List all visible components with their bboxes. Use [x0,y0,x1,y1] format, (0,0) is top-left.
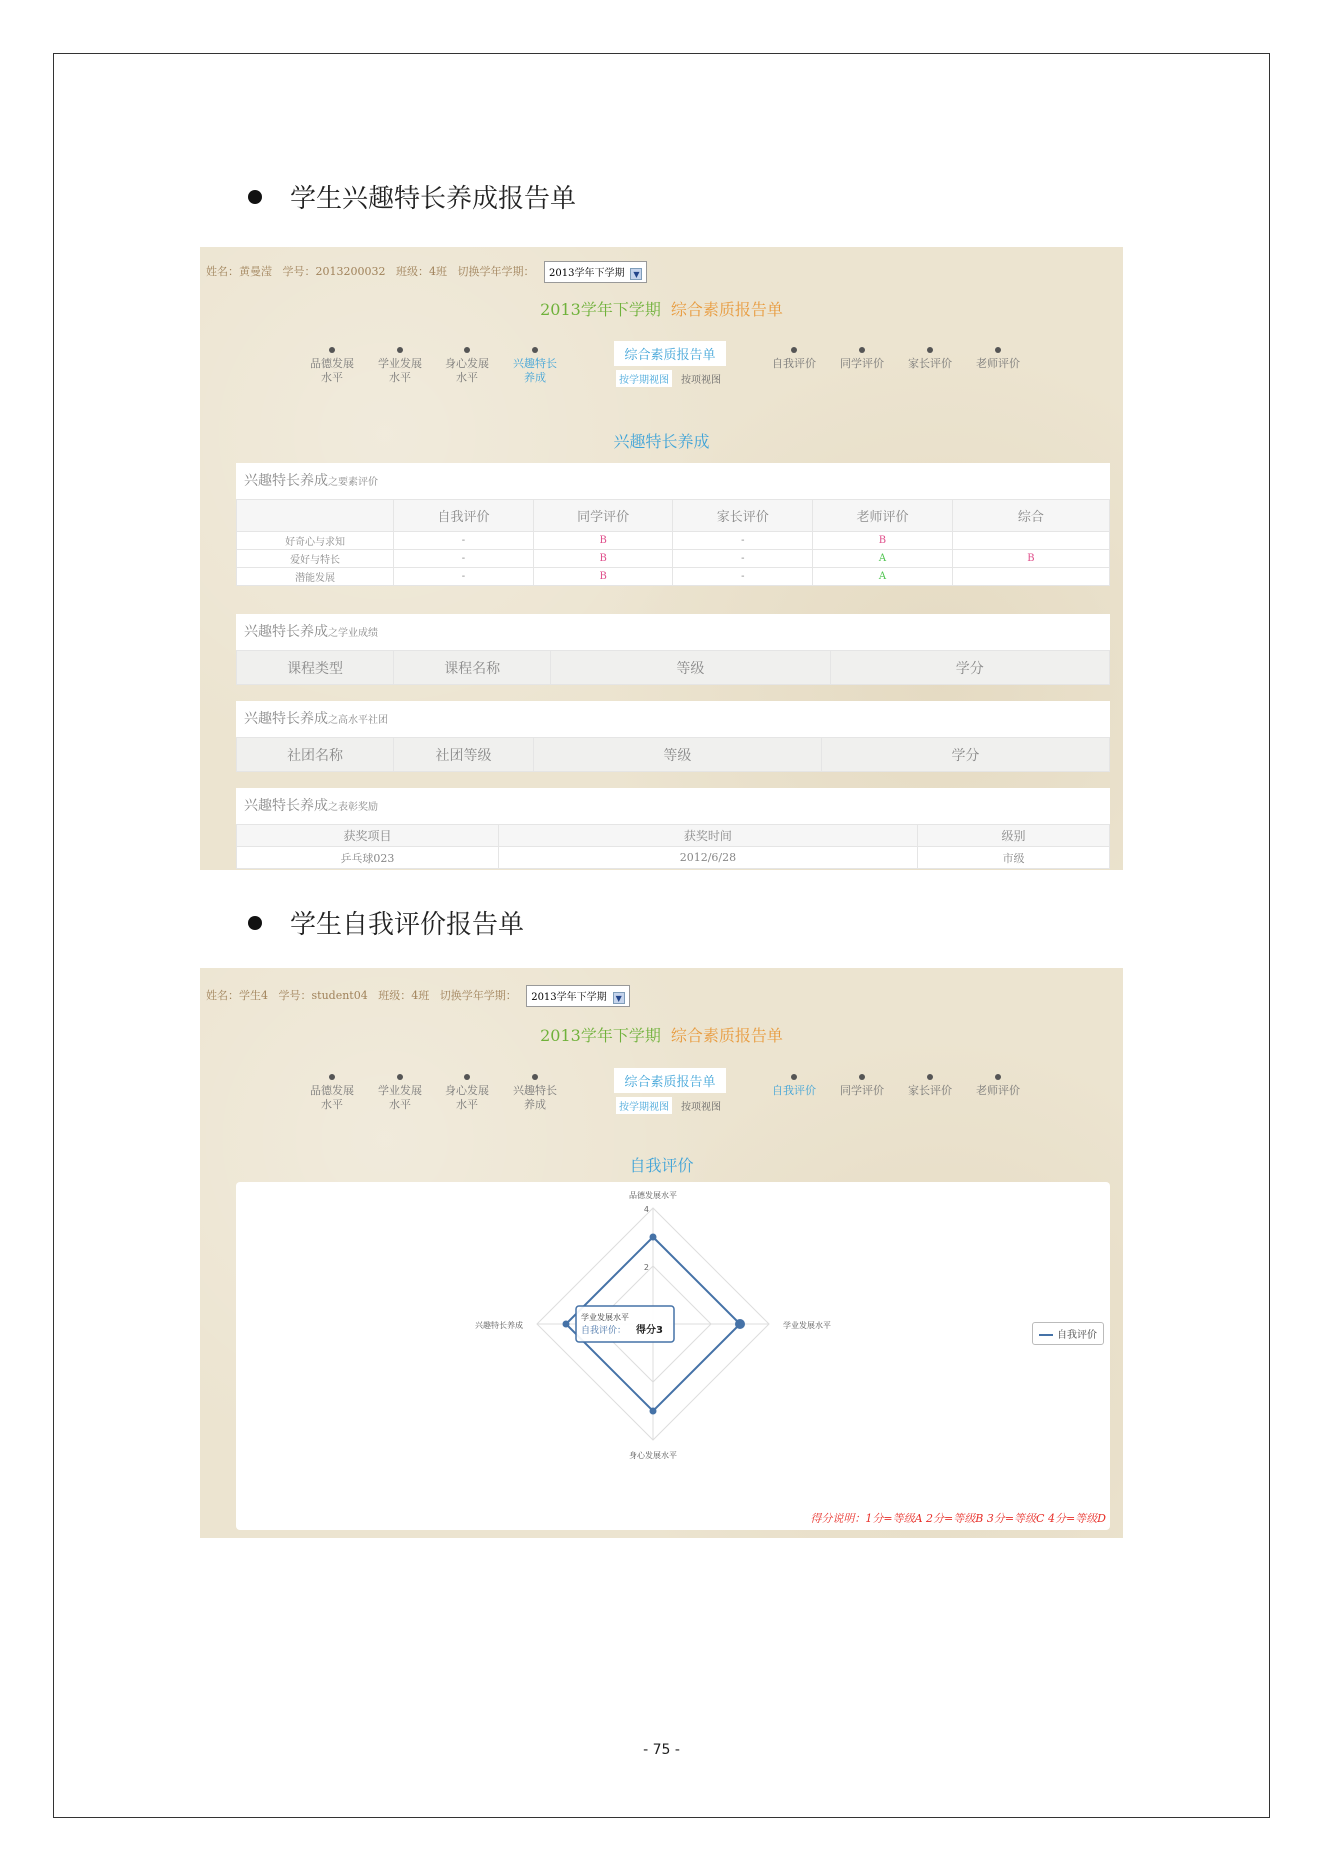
radar-data-point [735,1319,745,1329]
bullet-dot [248,916,262,930]
view-by-term[interactable]: 按学期视图 [616,370,672,387]
academic-score-table: 课程类型 课程名称 等级 学分 [236,650,1110,685]
table-row: 乒乓球023 2012/6/28 市级 [237,847,1110,869]
student-name: 黄曼滢 [239,264,272,278]
student-class: 4班 [429,264,447,278]
term-select[interactable]: 2013学年下学期 ▼ [526,985,629,1007]
tooltip-title: 学业发展水平 [581,1313,629,1322]
nav-item-academic[interactable]: 学业发展 水平 [378,347,422,385]
interest-report-screenshot [200,247,1123,870]
self-eval-report-screenshot [200,968,1123,1538]
table-row: 爱好与特长 - B - A B [237,550,1110,568]
tooltip-value: 得分3 [636,1325,663,1336]
club-panel [236,701,1110,772]
view-by-term[interactable]: 按学期视图 [616,1097,672,1114]
view-by-item[interactable]: 按项视图 [681,375,721,386]
report-title: 2013学年下学期 综合素质报告单 [540,300,783,319]
legend-line-icon [1039,1334,1053,1336]
radar-chart [236,1182,1110,1530]
nav-item-parent-eval[interactable]: 家长评价 [908,1074,952,1098]
element-eval-panel [236,463,1110,586]
academic-score-panel [236,614,1110,685]
section-heading-text: 学生自我评价报告单 [290,910,525,940]
nav-item-peer-eval[interactable]: 同学评价 [840,347,884,371]
chevron-down-icon: ▼ [630,268,642,280]
report-center-box [600,1068,740,1114]
panel-header: 兴趣特长养成之高水平社团 [244,711,388,727]
nav-item-physical[interactable]: 身心发展 水平 [445,347,489,385]
report-center-box [600,341,740,387]
nav-item-self-eval[interactable]: 自我评价 [772,347,816,371]
club-table: 社团名称 社团等级 等级 学分 [236,737,1110,772]
chart-legend[interactable]: 自我评价 [1032,1322,1104,1345]
student-info-bar: 姓名：黄曼滢 学号：2013200032 班级：4班 切换学年学期： 2013学年下学期 ▼ [206,261,647,283]
section-title: 自我评价 [629,1156,694,1175]
nav-item-peer-eval[interactable]: 同学评价 [840,1074,884,1098]
nav-item-parent-eval[interactable]: 家长评价 [908,347,952,371]
radar-tick-label: 4 [643,1205,649,1214]
page-number: - 75 - [643,1742,680,1758]
nav-item-teacher-eval[interactable]: 老师评价 [976,347,1020,371]
radar-tick-label: 2 [643,1263,649,1272]
nav-item-interest[interactable]: 兴趣特长 养成 [513,347,557,385]
tooltip-box [576,1306,674,1342]
chevron-down-icon: ▼ [613,992,625,1004]
nav-item-teacher-eval[interactable]: 老师评价 [976,1074,1020,1098]
student-info-bar: 姓名：学生4 学号：student04 班级：4班 切换学年学期： 2013学年下学期 ▼ [206,985,630,1007]
bullet-dot [248,190,262,204]
table-row: 潜能发展 - B - A [237,568,1110,586]
report-title: 2013学年下学期 综合素质报告单 [540,1026,783,1045]
nav-item-academic[interactable]: 学业发展 水平 [378,1074,422,1112]
nav-item-physical[interactable]: 身心发展 水平 [445,1074,489,1112]
element-eval-table: 自我评价 同学评价 家长评价 老师评价 综合 好奇心与求知 - B - B 爱好与特长 - B - A B 潜能发展 - B - A [236,499,1110,586]
student-id: student04 [311,988,368,1002]
nav-item-moral[interactable]: 品德发展 水平 [310,347,354,385]
student-id: 2013200032 [315,264,386,278]
student-name: 学生4 [239,988,268,1002]
radar-axis-label: 身心发展水平 [629,1451,677,1460]
nav-item-self-eval[interactable]: 自我评价 [772,1074,816,1098]
tooltip-series: 自我评价： [581,1326,627,1336]
center-title: 综合素质报告单 [614,341,725,366]
radar-axis-label: 兴趣特长养成 [475,1321,523,1330]
radar-data-point [563,1321,570,1328]
award-table: 获奖项目 获奖时间 级别 乒乓球023 2012/6/28 市级 [236,824,1110,869]
term-select[interactable]: 2013学年下学期 ▼ [544,261,647,283]
nav-item-moral[interactable]: 品德发展 水平 [310,1074,354,1112]
panel-header: 兴趣特长养成之表彰奖励 [244,798,378,814]
section-title: 兴趣特长养成 [613,432,710,451]
table-row: 好奇心与求知 - B - B [237,532,1110,550]
center-title: 综合素质报告单 [614,1068,725,1093]
chart-tooltip [576,1306,674,1342]
radar-data-point [650,1408,657,1415]
award-panel [236,788,1110,869]
radar-chart-panel [236,1182,1110,1530]
section-heading-text: 学生兴趣特长养成报告单 [290,184,577,214]
panel-header: 兴趣特长养成之学业成绩 [244,624,378,640]
section-heading-2 [248,904,524,941]
nav-item-interest[interactable]: 兴趣特长 养成 [513,1074,557,1112]
radar-data-point [650,1234,657,1241]
radar-axis-label: 学业发展水平 [783,1321,831,1330]
view-by-item[interactable]: 按项视图 [681,1102,721,1113]
panel-header: 兴趣特长养成之要素评价 [244,473,378,489]
radar-axis-label: 品德发展水平 [629,1191,677,1200]
section-heading-1 [248,178,576,215]
score-note: 得分说明：1分=等级A 2分=等级B 3分=等级C 4分=等级D [810,1512,1106,1525]
student-class: 4班 [411,988,430,1002]
